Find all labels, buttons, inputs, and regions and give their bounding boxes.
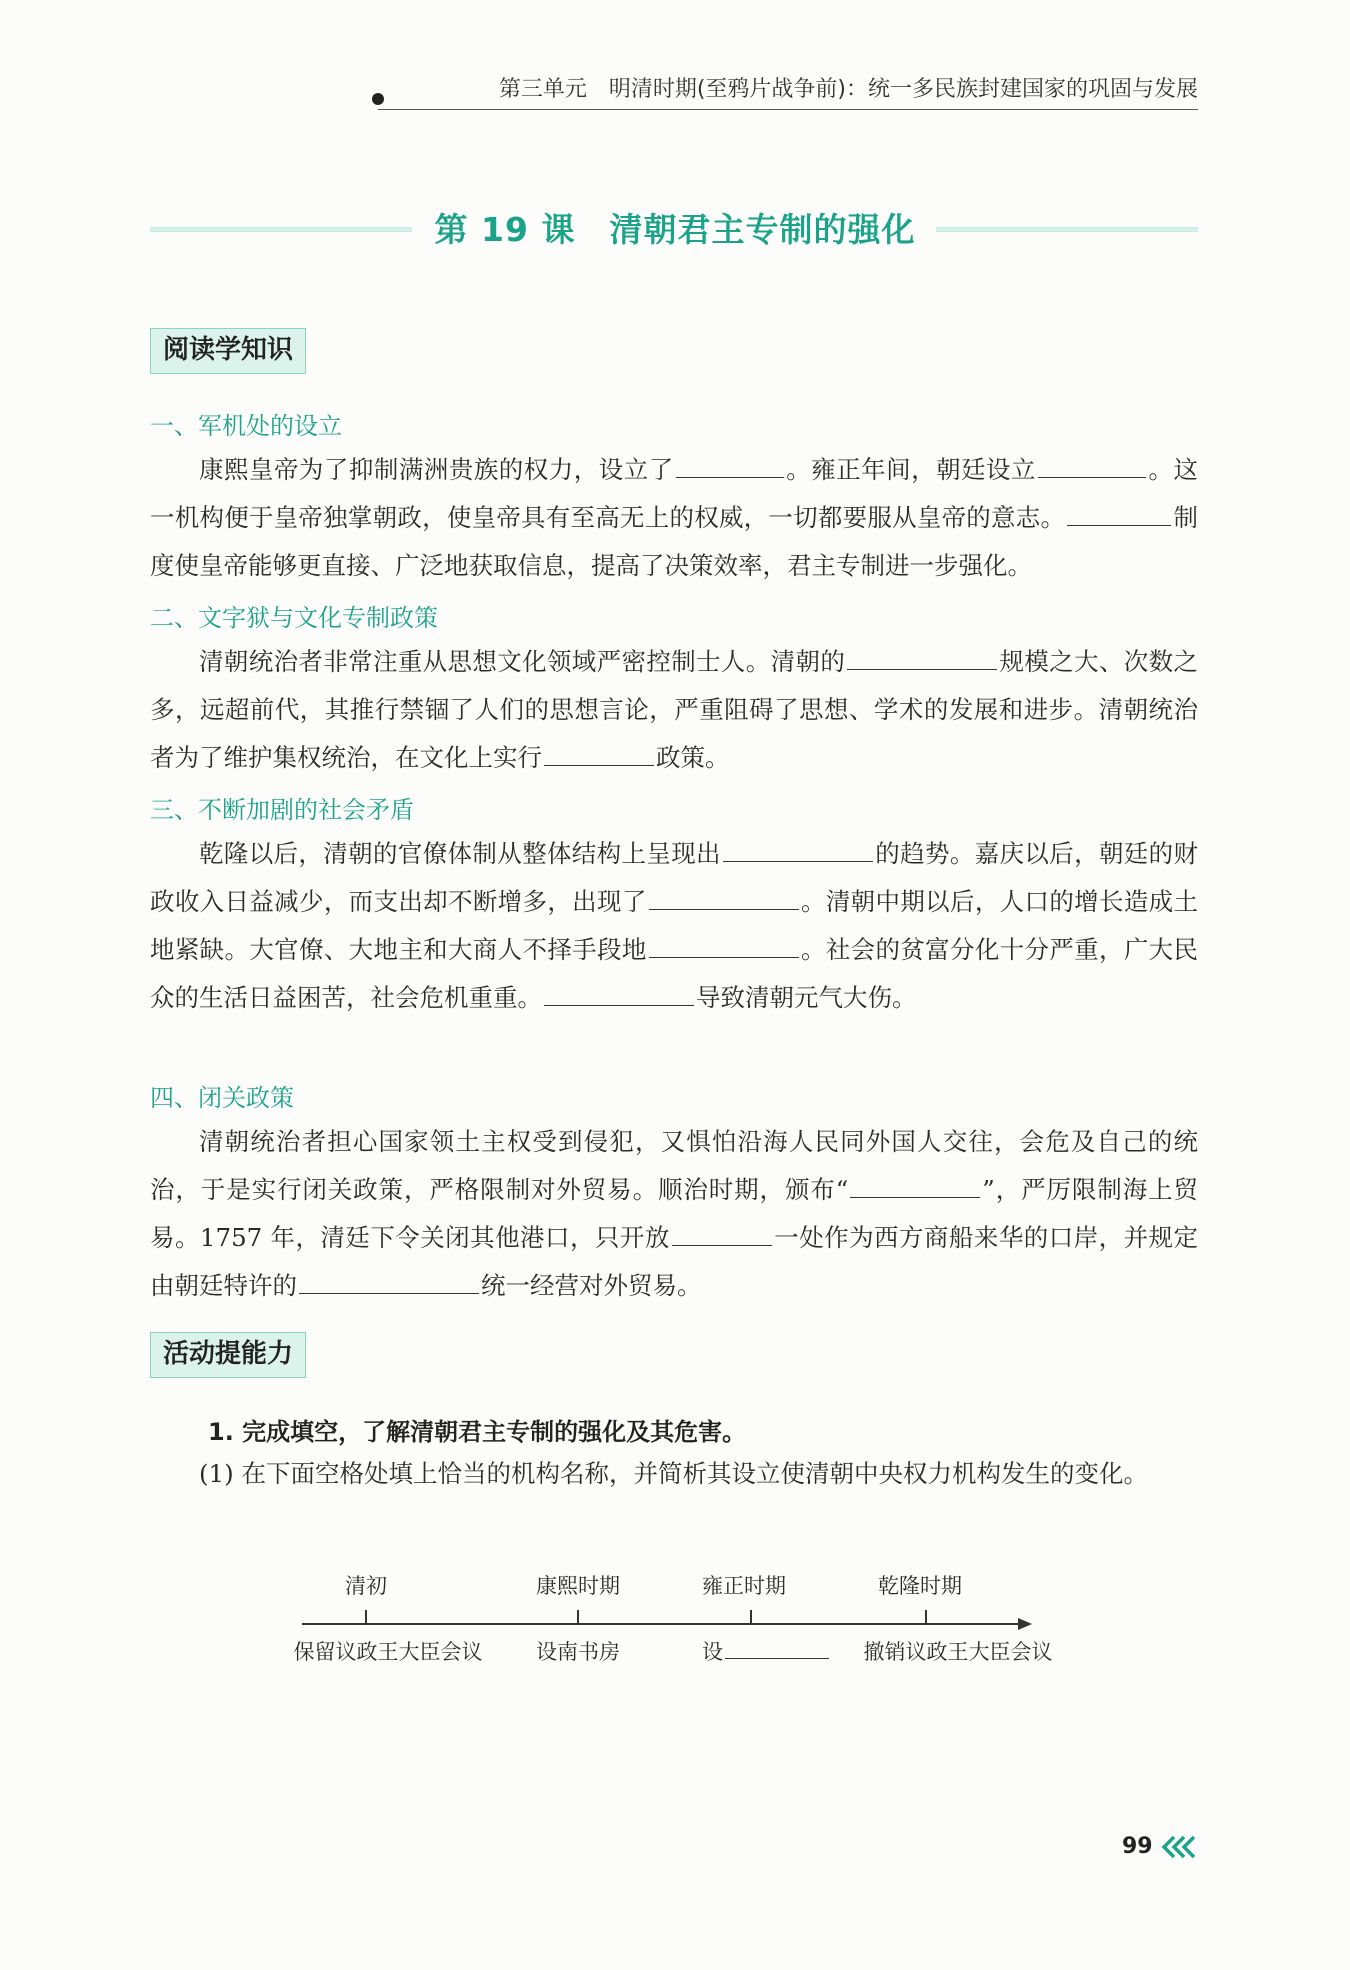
fill-blank[interactable] xyxy=(544,980,694,1006)
question-1-sub: (1) 在下面空格处填上恰当的机构名称，并简析其设立使清朝中央权力机构发生的变化。 xyxy=(199,1459,1148,1488)
timeline-axis xyxy=(302,1623,1022,1625)
text-run: 的趋势。嘉庆以后，朝廷的财政收入日益减少，而支出却不断增多，出现了 xyxy=(150,839,1199,916)
text-run: 导致清朝元气大伤。 xyxy=(696,983,917,1012)
paragraph-military-council xyxy=(150,446,1198,590)
timeline-period: 乾隆时期 xyxy=(878,1574,962,1598)
timeline-arrow-icon xyxy=(1018,1618,1032,1630)
timeline-period: 雍正时期 xyxy=(702,1574,786,1598)
fill-blank[interactable] xyxy=(1038,452,1146,478)
paragraph-literary-inquisition xyxy=(150,638,1198,782)
fill-blank[interactable] xyxy=(649,884,799,910)
text-run: 清朝统治者非常注重从思想文化领域严密控制士人。清朝的 xyxy=(199,647,846,676)
fill-blank[interactable] xyxy=(725,1637,829,1659)
fill-blank[interactable] xyxy=(723,836,873,862)
text-run: 制度使皇帝能够更直接、广泛地获取信息，提高了决策效率，君主专制进一步强化。 xyxy=(150,503,1199,580)
fill-blank[interactable] xyxy=(676,452,784,478)
paragraph-closed-door-policy xyxy=(150,1118,1198,1310)
heading-closed-door-policy: 四、闭关政策 xyxy=(150,1084,294,1112)
heading-literary-inquisition: 二、文字狱与文化专制政策 xyxy=(150,604,438,632)
text-run: 康熙皇帝为了抑制满洲贵族的权力，设立了 xyxy=(199,455,674,484)
fill-blank[interactable] xyxy=(847,644,997,670)
text-run: 一处作为西方商船来华的口岸，并规定由朝廷特许的 xyxy=(150,1223,1199,1300)
page-number: 99 xyxy=(1122,1834,1153,1859)
text-run: 政策。 xyxy=(656,743,730,772)
chevron-left-icon xyxy=(1160,1834,1200,1860)
title-rule-right xyxy=(936,227,1198,232)
section-activity-label: 活动提能力 xyxy=(150,1332,306,1378)
fill-blank[interactable] xyxy=(850,1172,980,1198)
lesson-title-row xyxy=(150,204,1198,254)
lesson-title: 第 19 课 清朝君主专制的强化 xyxy=(434,210,916,249)
running-header: 第三单元 明清时期(至鸦片战争前)：统一多民族封建国家的巩固与发展 xyxy=(378,72,1198,110)
text-run: 。清朝中期以后，人口的增长造成土地紧缺。大官僚、大地主和大商人不择手段地 xyxy=(150,887,1199,964)
timeline-tick xyxy=(365,1610,367,1624)
heading-social-contradictions: 三、不断加剧的社会矛盾 xyxy=(150,796,414,824)
text-run: 规模之大、次数之多，远超前代，其推行禁锢了人们的思想言论，严重阻碍了思想、学术的发展和进步。清朝统治者为了维护集权统治，在文化上实行 xyxy=(150,647,1199,772)
timeline-tick xyxy=(577,1610,579,1624)
timeline xyxy=(280,1570,1053,1670)
text-run: 。雍正年间，朝廷设立 xyxy=(785,455,1037,484)
timeline-desc: 撤销议政王大臣会议 xyxy=(863,1640,1053,1664)
timeline-desc: 保留议政王大臣会议 xyxy=(293,1640,483,1664)
text-run: 。这一机构便于皇帝独掌朝政，使皇帝具有至高无上的权威，一切都要服从皇帝的意志。 xyxy=(150,455,1198,532)
fill-blank[interactable] xyxy=(299,1268,479,1294)
timeline-period: 清初 xyxy=(345,1574,387,1598)
section-reading-label: 阅读学知识 xyxy=(150,328,306,374)
fill-blank[interactable] xyxy=(1067,500,1171,526)
fill-blank[interactable] xyxy=(649,932,799,958)
title-rule-left xyxy=(150,227,412,232)
text-run: 设 xyxy=(702,1640,723,1664)
timeline-desc: 设南书房 xyxy=(536,1640,620,1664)
text-run: ”，严厉限制海上贸易。1757 年，清廷下令关闭其他港口，只开放 xyxy=(150,1175,1198,1252)
text-run: 乾隆以后，清朝的官僚体制从整体结构上呈现出 xyxy=(199,839,721,868)
paragraph-social-contradictions xyxy=(150,830,1198,1022)
timeline-desc-with-blank xyxy=(702,1636,831,1666)
text-run: 。社会的贫富分化十分严重，广大民众的生活日益困苦，社会危机重重。 xyxy=(150,935,1199,1012)
text-run: 清朝统治者担心国家领土主权受到侵犯，又惧怕沿海人民同外国人交往，会危及自己的统治，于是实行闭关政策，严格限制对外贸易。顺治时期，颁布“ xyxy=(150,1127,1198,1204)
timeline-period: 康熙时期 xyxy=(536,1574,620,1598)
fill-blank[interactable] xyxy=(544,740,654,766)
timeline-tick xyxy=(750,1610,752,1624)
timeline-tick xyxy=(925,1610,927,1624)
heading-military-council: 一、军机处的设立 xyxy=(150,412,342,440)
fill-blank[interactable] xyxy=(672,1220,772,1246)
question-1-heading: 1. 完成填空，了解清朝君主专制的强化及其危害。 xyxy=(208,1418,747,1446)
text-run: 统一经营对外贸易。 xyxy=(481,1271,702,1300)
